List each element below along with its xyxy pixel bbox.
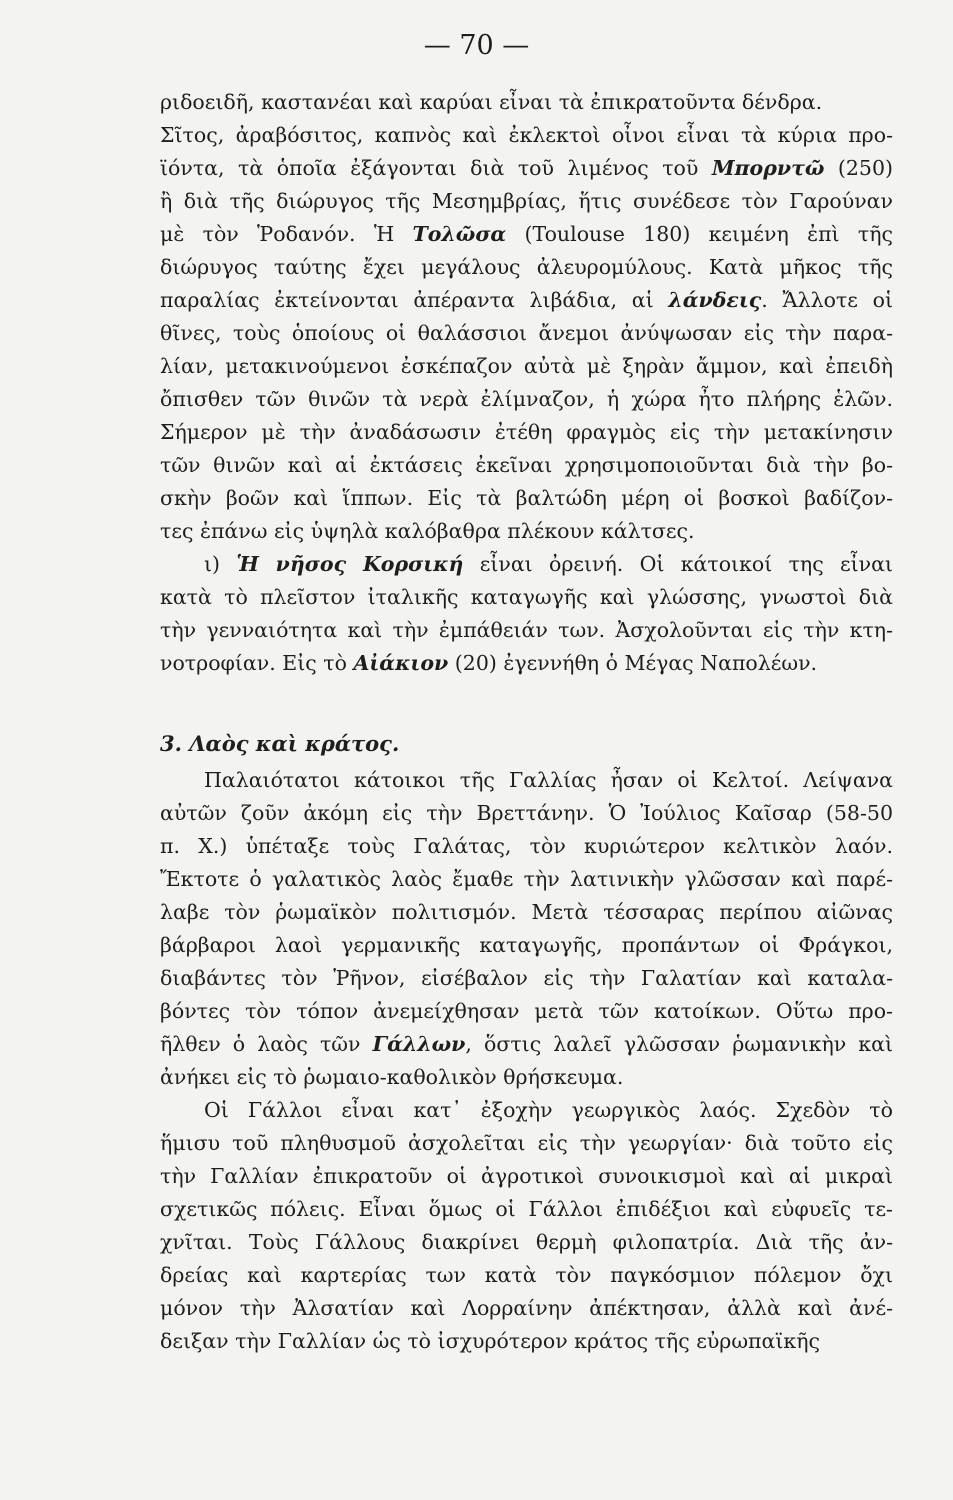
text-line bbox=[160, 218, 893, 251]
text-run: ι) bbox=[204, 552, 237, 576]
text-run: ἀνήκει εἰς τὸ ῥωμαιο-καθολικὸν θρήσκευμα. bbox=[160, 1065, 624, 1089]
emphasized-term: Γάλλων bbox=[372, 1032, 466, 1056]
text-run: (Toulouse 180) κειμένη ἐπὶ τῆς bbox=[506, 222, 893, 246]
text-run: δρείας καὶ καρτερίας των κατὰ τὸν παγκόσμιον πόλεμον ὄχι bbox=[160, 1263, 893, 1287]
text-line bbox=[160, 830, 893, 863]
text-run: τῶν θινῶν καὶ αἱ ἐκτάσεις ἐκεῖναι χρησιμοποιοῦνται διὰ τὴν βο- bbox=[160, 453, 893, 477]
text-line bbox=[160, 383, 893, 416]
text-run: λαβε τὸν ῥωμαϊκὸν πολιτισμόν. Μετὰ τέσσαρας περίπου αἰῶνας bbox=[160, 900, 893, 924]
text-run: τὴν Γαλλίαν ἐπικρατοῦν οἱ ἀγροτικοὶ συνοικισμοὶ καὶ αἱ μικραὶ bbox=[160, 1164, 893, 1188]
text-line bbox=[160, 1127, 893, 1160]
text-run: ἥμισυ τοῦ πληθυσμοῦ ἀσχολεῖται εἰς τὴν γεωργίαν· διὰ τοῦτο εἰς bbox=[160, 1131, 893, 1155]
text-run: , ὅστις λαλεῖ γλῶσσαν ῥωμανικὴν καὶ bbox=[465, 1032, 893, 1056]
text-line bbox=[160, 995, 893, 1028]
text-run: ϊόντα, τὰ ὁποῖα ἐξάγονται διὰ τοῦ λιμένος τοῦ bbox=[160, 156, 712, 180]
text-run: αὐτῶν ζοῦν ἀκόμη εἰς τὴν Βρεττάνην. Ὁ Ἰούλιος Καῖσαρ (58-50 bbox=[160, 801, 893, 825]
text-line bbox=[160, 284, 893, 317]
text-line bbox=[160, 185, 893, 218]
text-line bbox=[160, 797, 893, 830]
emphasized-term: Τολῶσα bbox=[412, 222, 507, 246]
text-run: . Ἄλλοτε οἱ bbox=[761, 288, 893, 312]
paragraph-block-1 bbox=[160, 86, 893, 680]
emphasized-term: Ἡ νῆσος Κορσική bbox=[236, 552, 464, 576]
text-line bbox=[160, 449, 893, 482]
text-line bbox=[160, 1325, 893, 1358]
text-line bbox=[160, 119, 893, 152]
emphasized-term: Αἰάκιον bbox=[353, 651, 449, 675]
text-run: παραλίας ἐκτείνονται ἀπέραντα λιβάδια, αἱ bbox=[160, 288, 669, 312]
section-heading-row bbox=[160, 726, 893, 762]
text-run: (250) bbox=[824, 156, 893, 180]
text-run: ριδοειδῆ, καστανέαι καὶ καρύαι εἶναι τὰ ἐπικρατοῦντα δένδρα. bbox=[160, 90, 823, 114]
text-run: χνῖται. Τοὺς Γάλλους διακρίνει θερμὴ φιλοπατρία. Διὰ τῆς ἀν- bbox=[160, 1230, 893, 1254]
emphasized-term: Μπορντῶ bbox=[711, 156, 825, 180]
section-heading: 3. Λαὸς καὶ κράτος. bbox=[160, 731, 400, 756]
text-line bbox=[160, 1193, 893, 1226]
text-run: σκὴν βοῶν καὶ ἵππων. Εἰς τὰ βαλτώδη μέρη οἱ βοσκοὶ βαδίζον- bbox=[160, 486, 893, 510]
text-run: βόντες τὸν τόπον ἀνεμείχθησαν μετὰ τῶν κατοίκων. Οὕτω προ- bbox=[160, 999, 893, 1023]
text-line bbox=[160, 1259, 893, 1292]
text-run: Οἱ Γάλλοι εἶναι κατ᾽ ἐξοχὴν γεωργικὸς λαός. Σχεδὸν τὸ bbox=[204, 1098, 893, 1122]
text-line bbox=[160, 863, 893, 896]
text-line bbox=[160, 86, 893, 119]
text-run: ὄπισθεν τῶν θινῶν τὰ νερὰ ἐλίμναζον, ἡ χώρα ἦτο πλήρης ἑλῶν. bbox=[160, 387, 893, 411]
text-run: π. Χ.) ὑπέταξε τοὺς Γαλάτας, τὸν κυριώτερον κελτικὸν λαόν. bbox=[160, 834, 893, 858]
text-run: (20) ἐγεννήθη ὁ Μέγας Ναπολέων. bbox=[448, 651, 818, 675]
text-line bbox=[160, 581, 893, 614]
paragraph-block-2 bbox=[160, 764, 893, 1358]
text-run: λίαν, μετακινούμενοι ἐσκέπαζον αὐτὰ μὲ ξηρὰν ἄμμον, καὶ ἐπειδὴ bbox=[160, 354, 893, 378]
text-line bbox=[160, 317, 893, 350]
text-run: δειξαν τὴν Γαλλίαν ὡς τὸ ἰσχυρότερον κράτος τῆς εὐρωπαϊκῆς bbox=[160, 1329, 820, 1353]
text-run: διαβάντες τὸν Ῥῆνον, εἰσέβαλον εἰς τὴν Γαλατίαν καὶ καταλα- bbox=[160, 966, 893, 990]
text-run: ἢ διὰ τῆς διώρυγος τῆς Μεσημβρίας, ἥτις συνέδεσε τὸν Γαρούναν bbox=[160, 189, 893, 213]
page-number: — 70 — bbox=[423, 30, 530, 61]
text-line bbox=[160, 1226, 893, 1259]
text-line bbox=[160, 1094, 893, 1127]
text-run: νοτροφίαν. Εἰς τὸ bbox=[160, 651, 354, 675]
text-run: Παλαιότατοι κάτοικοι τῆς Γαλλίας ἦσαν οἱ Κελτοί. Λείψανα bbox=[204, 768, 893, 792]
text-line bbox=[160, 416, 893, 449]
emphasized-term: λάνδεις bbox=[668, 288, 762, 312]
text-run: τες ἐπάνω εἰς ὑψηλὰ καλόβαθρα πλέκουν κάλτσες. bbox=[160, 519, 695, 543]
text-run: Ἔκτοτε ὁ γαλατικὸς λαὸς ἔμαθε τὴν λατινικὴν γλῶσσαν καὶ παρέ- bbox=[160, 867, 893, 891]
text-line bbox=[160, 482, 893, 515]
text-run: τὴν γενναιότητα καὶ τὴν ἐμπάθειάν των. Ἀσχολοῦνται εἰς τὴν κτη- bbox=[160, 618, 893, 642]
text-line bbox=[160, 896, 893, 929]
text-line bbox=[160, 548, 893, 581]
text-run: εἶναι ὀρεινή. Οἱ κάτοικοί της εἶναι bbox=[463, 552, 893, 576]
text-line bbox=[160, 647, 893, 680]
text-run: μόνον τὴν Ἀλσατίαν καὶ Λορραίνην ἀπέκτησαν, ἀλλὰ καὶ ἀνέ- bbox=[160, 1296, 893, 1320]
text-line bbox=[160, 929, 893, 962]
text-run: σχετικῶς πόλεις. Εἶναι ὅμως οἱ Γάλλοι ἐπιδέξιοι καὶ εὐφυεῖς τε- bbox=[160, 1197, 893, 1221]
text-line bbox=[160, 1292, 893, 1325]
text-line bbox=[160, 1028, 893, 1061]
text-line bbox=[160, 614, 893, 647]
text-run: ῆλθεν ὁ λαὸς τῶν bbox=[160, 1032, 373, 1056]
text-run: Σήμερον μὲ τὴν ἀναδάσωσιν ἐτέθη φραγμὸς εἰς τὴν μετακίνησιν bbox=[160, 420, 893, 444]
text-run: μὲ τὸν Ῥοδανόν. Ἡ bbox=[160, 222, 413, 246]
text-line bbox=[160, 350, 893, 383]
text-run: βάρβαροι λαοὶ γερμανικῆς καταγωγῆς, προπάντων οἱ Φράγκοι, bbox=[160, 933, 893, 957]
text-line bbox=[160, 251, 893, 284]
text-line bbox=[160, 1061, 893, 1094]
text-run: Σῖτος, ἀραβόσιτος, καπνὸς καὶ ἐκλεκτοὶ οἶνοι εἶναι τὰ κύρια προ- bbox=[160, 123, 893, 147]
text-line bbox=[160, 1160, 893, 1193]
text-line bbox=[160, 515, 893, 548]
text-run: κατὰ τὸ πλεῖστον ἰταλικῆς καταγωγῆς καὶ γλώσσης, γνωστοὶ διὰ bbox=[160, 585, 893, 609]
text-line bbox=[160, 764, 893, 797]
text-line bbox=[160, 152, 893, 185]
text-run: διώρυγος ταύτης ἔχει μεγάλους ἀλευρομύλους. Κατὰ μῆκος τῆς bbox=[160, 255, 893, 279]
text-line bbox=[160, 962, 893, 995]
text-run: θῖνες, τοὺς ὁποίους οἱ θαλάσσιοι ἄνεμοι ἀνύψωσαν εἰς τὴν παρα- bbox=[160, 321, 893, 345]
